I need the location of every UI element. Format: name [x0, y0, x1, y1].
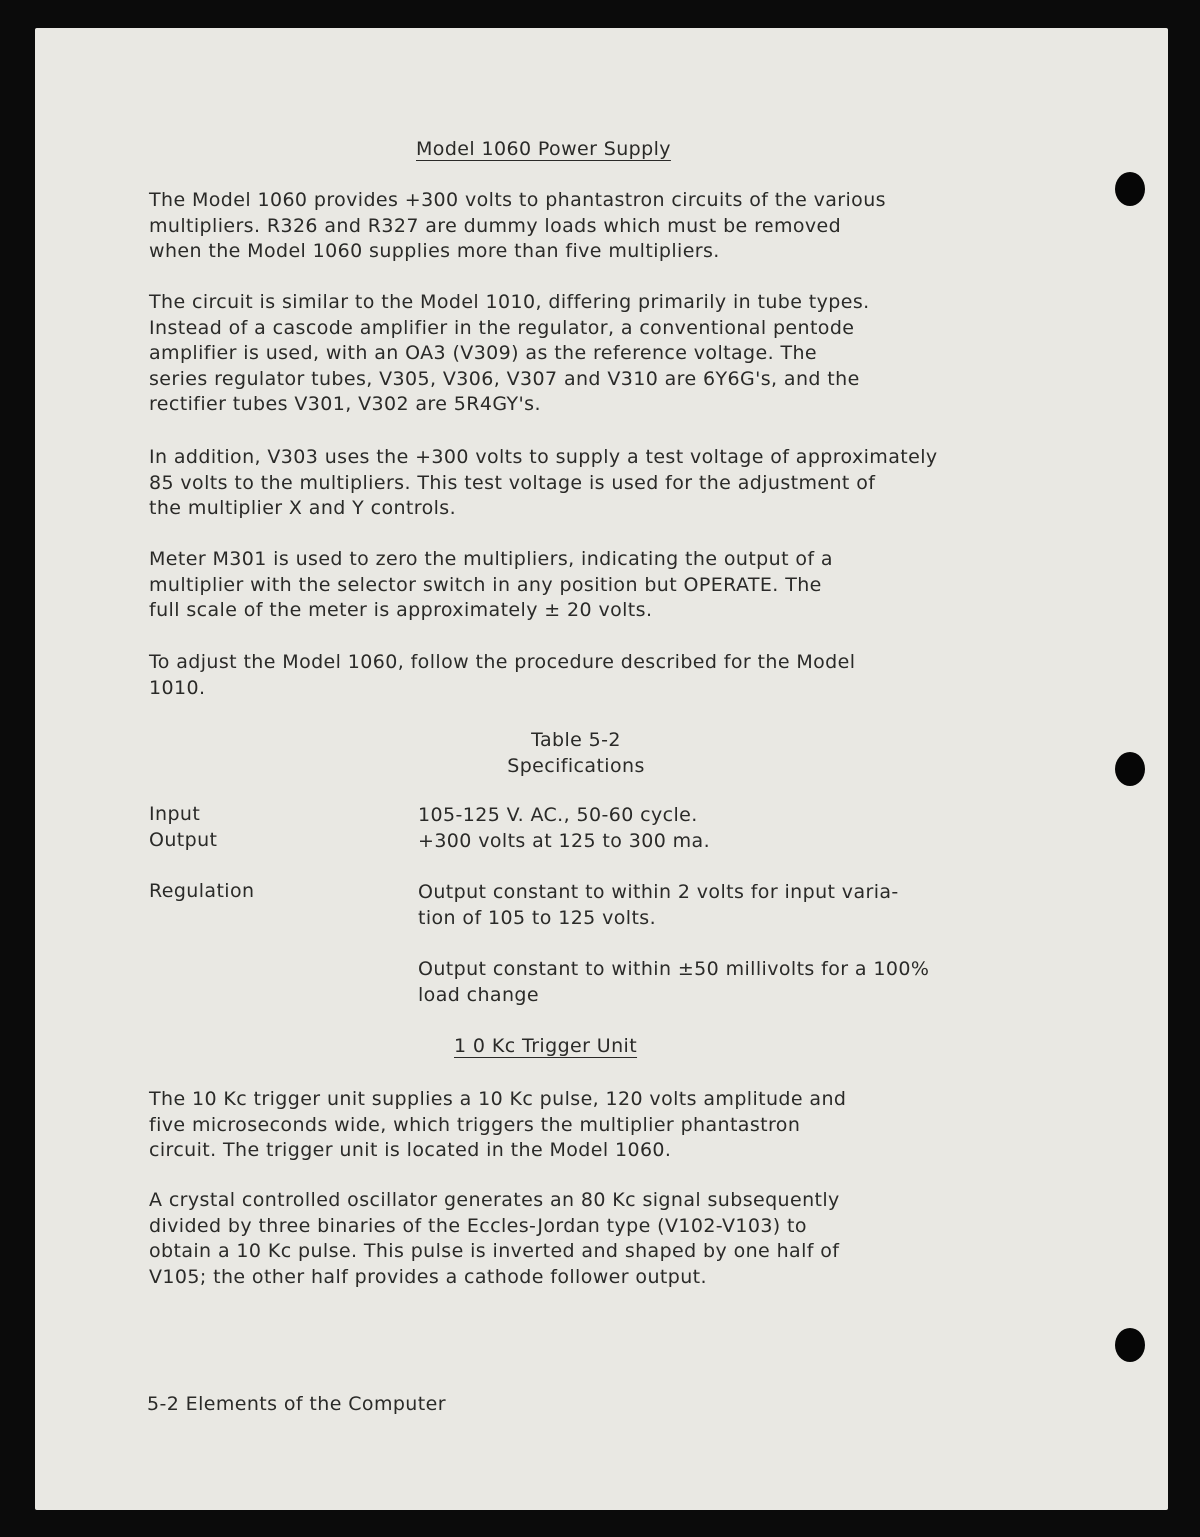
- paragraph: [149, 445, 1049, 522]
- text-line: V105; the other half provides a cathode follower output.: [149, 1265, 707, 1288]
- text-line: Instead of a cascode amplifier in the regulator, a conventional pentode: [149, 316, 855, 339]
- text-line: 105-125 V. AC., 50-60 cycle.: [418, 804, 698, 826]
- text-line: The Model 1060 provides +300 volts to phantastron circuits of the various: [149, 189, 886, 211]
- paragraph: [149, 1087, 1049, 1164]
- text-line: A crystal controlled oscillator generates an 80 Kc signal subsequently: [149, 1189, 840, 1211]
- text-line: +300 volts at 125 to 300 ma.: [418, 830, 711, 852]
- text-line: when the Model 1060 supplies more than five multipliers.: [149, 240, 720, 263]
- text-line: obtain a 10 Kc pulse. This pulse is inverted and shaped by one half of: [149, 1240, 840, 1263]
- power-supply-heading: Model 1060 Power Supply: [416, 138, 671, 160]
- text-line: tion of 105 to 125 volts.: [418, 906, 657, 929]
- spec-label-output: Output: [149, 829, 218, 851]
- text-line: multiplier with the selector switch in any position but OPERATE. The: [149, 573, 822, 596]
- text-line: To adjust the Model 1060, follow the procedure described for the Model: [149, 651, 856, 673]
- text-line: series regulator tubes, V305, V306, V307 and V310 are 6Y6G's, and the: [149, 367, 860, 390]
- paragraph: [149, 290, 1049, 418]
- text-line: 1010.: [149, 676, 206, 699]
- trigger-unit-heading: 1 0 Kc Trigger Unit: [454, 1035, 638, 1057]
- text-line: Output constant to within 2 volts for input varia-: [418, 881, 899, 903]
- text-line: the multiplier X and Y controls.: [149, 497, 457, 520]
- text-line: Meter M301 is used to zero the multipliers, indicating the output of a: [149, 548, 833, 570]
- text-line: Output constant to within ±50 millivolts for a 100%: [418, 958, 930, 980]
- text-line: circuit. The trigger unit is located in the Model 1060.: [149, 1139, 672, 1162]
- text-line: full scale of the meter is approximately ± 20 volts.: [149, 599, 653, 622]
- text-line: load change: [418, 983, 539, 1006]
- paragraph: [149, 1188, 1049, 1290]
- text-line: multipliers. R326 and R327 are dummy loads which must be removed: [149, 214, 842, 237]
- text-line: The circuit is similar to the Model 1010, differing primarily in tube types.: [149, 291, 870, 313]
- table-title: [0, 727, 1152, 779]
- spec-value-input: [418, 803, 698, 829]
- text-line: In addition, V303 uses the +300 volts to supply a test voltage of approximately: [149, 446, 938, 468]
- text-line: The 10 Kc trigger unit supplies a 10 Kc pulse, 120 volts amplitude and: [149, 1088, 847, 1110]
- text-line: five microseconds wide, which triggers the multiplier phantastron: [149, 1113, 801, 1136]
- page-footer: 5-2 Elements of the Computer: [147, 1393, 446, 1415]
- table-number: Table 5-2: [531, 729, 621, 751]
- text-line: amplifier is used, with an OA3 (V309) as the reference voltage. The: [149, 342, 817, 365]
- paragraph: [149, 188, 1049, 265]
- text-line: rectifier tubes V301, V302 are 5R4GY's.: [149, 393, 541, 416]
- paragraph: [149, 547, 1049, 624]
- text-line: 85 volts to the multipliers. This test voltage is used for the adjustment of: [149, 471, 876, 494]
- spec-label-regulation: Regulation: [149, 880, 255, 902]
- table-caption: Specifications: [507, 755, 645, 777]
- text-line: divided by three binaries of the Eccles-Jordan type (V102-V103) to: [149, 1214, 807, 1237]
- paragraph: [149, 650, 1049, 701]
- spec-value-output: [418, 829, 710, 855]
- spec-value-load-regulation: [418, 957, 929, 1008]
- spec-label-input: Input: [149, 803, 201, 825]
- spec-value-regulation: [418, 880, 899, 931]
